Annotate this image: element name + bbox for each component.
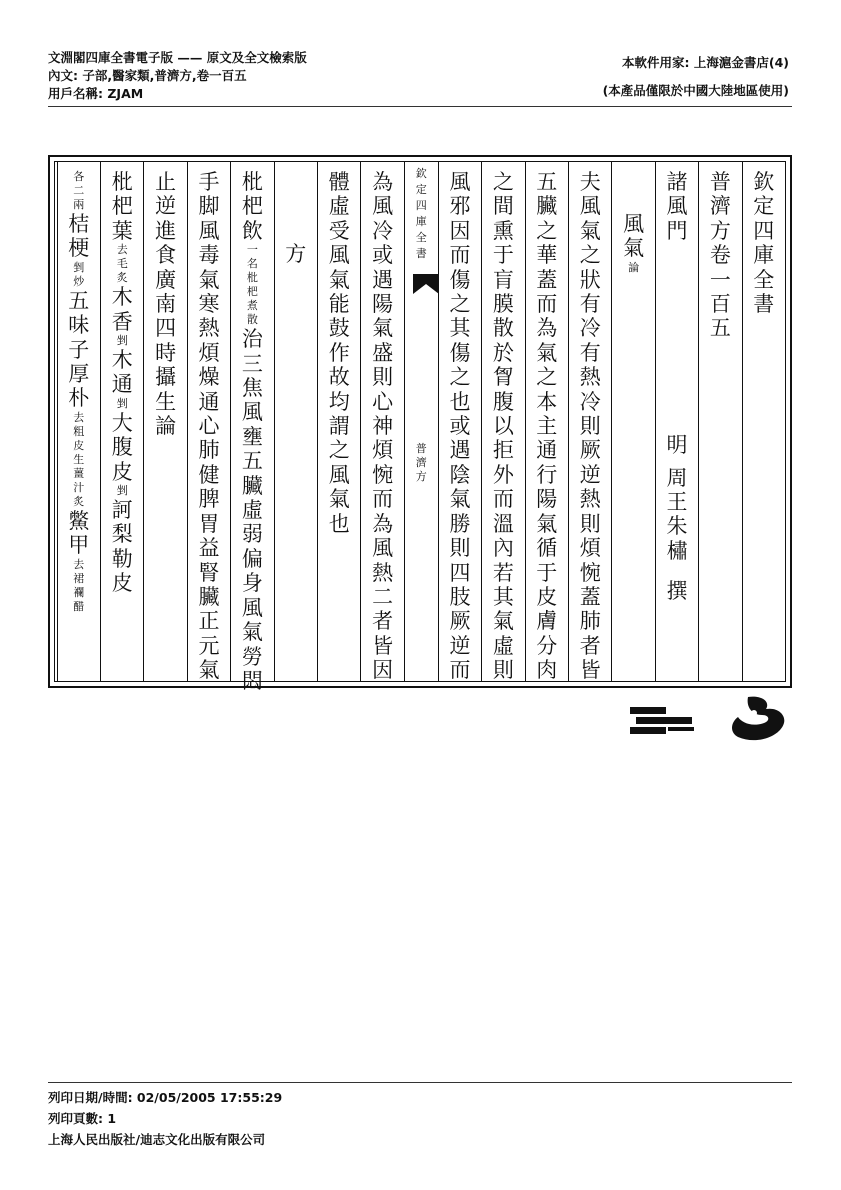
vertical-text: 治 三 焦 風 壅 五 臟 虛 弱 偏 身 風 氣 勞 悶 xyxy=(241,327,263,693)
vertical-text: 欽 定 四 庫 全 書 xyxy=(415,167,427,260)
vertical-text: 止 逆 進 食 廣 南 四 時 攝 生 論 xyxy=(155,170,177,439)
column-text xyxy=(58,170,100,614)
vertical-text: 去 毛 炙 xyxy=(116,243,128,285)
text-column xyxy=(742,162,785,681)
vertical-text: 諸 風 門 xyxy=(666,170,688,243)
vertical-text: 風 邪 因 而 傷 之 其 傷 之 也 或 遇 陰 氣 勝 則 四 肢 厥 逆 而 xyxy=(449,170,471,683)
vertical-text: 各 二 兩 xyxy=(73,170,85,211)
vertical-text: 去 裙 襴 醋 xyxy=(73,557,85,613)
text-column xyxy=(274,162,317,681)
column-text xyxy=(699,170,741,341)
text-column xyxy=(317,162,360,681)
publisher-logo-icon xyxy=(628,693,698,743)
vertical-text: 木 通 xyxy=(111,348,133,397)
vertical-text: 訶 梨 勒 皮 xyxy=(111,498,133,596)
vertical-text: 五 味 子 xyxy=(68,288,90,362)
vertical-text: 風 氣 xyxy=(623,212,645,261)
text-column xyxy=(438,162,481,681)
vertical-text: 普 濟 方 xyxy=(415,442,427,483)
column-text xyxy=(612,212,654,275)
header-title: 文淵閣四庫全書電子版 —— 原文及全文檢索版 xyxy=(48,50,307,65)
vertical-text: 剉 xyxy=(116,484,128,498)
header-right xyxy=(603,49,789,105)
text-column xyxy=(143,162,186,681)
header-region-note: (本產品僅限於中國大陸地區使用) xyxy=(602,83,789,98)
text-column xyxy=(698,162,741,681)
text-column xyxy=(360,162,403,681)
vertical-text: 論 xyxy=(628,260,640,274)
vertical-text: 木 香 xyxy=(111,285,133,334)
vertical-text: 厚 朴 xyxy=(68,362,90,411)
vertical-text: 欽 定 四 庫 全 書 xyxy=(753,170,775,317)
vertical-text: 普 濟 方 卷 一 百 五 xyxy=(709,170,731,341)
vertical-text: 剉 炒 xyxy=(73,260,85,288)
column-text xyxy=(188,170,230,683)
vertical-text: 夫 風 氣 之 狀 有 冷 有 熱 冷 則 厥 逆 熱 則 煩 惋 蓋 肺 者 皆 xyxy=(579,170,601,683)
publisher-seal-icon xyxy=(726,693,796,753)
vertical-text: 枇 杷 葉 xyxy=(111,170,133,243)
vertical-text: 去 粗 皮 生 薑 汁 炙 xyxy=(73,410,85,508)
header-left xyxy=(48,49,307,103)
column-text xyxy=(318,170,360,536)
column-text xyxy=(526,170,568,683)
vertical-text: 撰 xyxy=(666,579,688,604)
text-column xyxy=(655,162,698,681)
column-text xyxy=(743,170,785,316)
text-column xyxy=(525,162,568,681)
column-text xyxy=(656,170,698,604)
book-page-frame xyxy=(48,155,792,693)
vertical-text: 鱉 甲 xyxy=(68,508,90,558)
book-page-inner xyxy=(54,161,786,693)
vertical-text: 剉 xyxy=(116,334,128,348)
column-text xyxy=(569,170,611,683)
text-column xyxy=(481,162,524,681)
column-text xyxy=(361,170,403,683)
print-datetime: 列印日期/時間: 02/05/2005 17:55:29 xyxy=(48,1090,283,1105)
column-text xyxy=(101,170,143,596)
vertical-text: 枇 杷 飲 xyxy=(241,170,263,243)
vertical-text: 周 王 朱 橚 xyxy=(666,465,688,563)
column-text xyxy=(405,166,438,484)
vertical-text: 明 xyxy=(666,433,688,458)
vertical-text: 剉 xyxy=(116,396,128,410)
column-text xyxy=(275,242,317,266)
vertical-text: 方 xyxy=(285,242,307,266)
publisher-line: 上海人民出版社/迪志文化出版有限公司 xyxy=(48,1132,266,1147)
header-user: 用戶名稱: ZJAM xyxy=(48,86,144,101)
footer xyxy=(48,1087,282,1150)
print-page-count: 列印頁數: 1 xyxy=(48,1111,117,1126)
text-column xyxy=(230,162,273,693)
column-text xyxy=(144,170,186,438)
column-text xyxy=(482,170,524,683)
text-column xyxy=(404,162,438,681)
text-column xyxy=(57,162,100,681)
vertical-text: 桔 梗 xyxy=(68,212,90,261)
header-rule xyxy=(48,106,792,107)
text-column xyxy=(611,162,654,681)
footer-rule xyxy=(48,1082,792,1083)
header-content-path: 內文: 子部,醫家類,普濟方,卷一百五 xyxy=(48,68,247,83)
column-text xyxy=(439,170,481,683)
vertical-text: 手 脚 風 毒 氣 寒 熱 煩 燥 通 心 肺 健 脾 胃 益 腎 臟 正 元 氣 xyxy=(198,170,220,683)
text-column xyxy=(187,162,230,681)
vertical-text: 大 腹 皮 xyxy=(111,410,133,484)
vertical-text: 體 虛 受 風 氣 能 鼓 作 故 均 謂 之 風 氣 也 xyxy=(328,170,350,536)
header-licensee: 本軟件用家: 上海滬金書店(4) xyxy=(622,55,789,70)
column-text xyxy=(231,170,273,693)
vertical-text: 五 臟 之 華 蓋 而 為 氣 之 本 主 通 行 陽 氣 循 于 皮 膚 分 肉 xyxy=(536,170,558,683)
vertical-text: 一 名 枇 杷 煮 散 xyxy=(246,243,258,327)
vertical-text: 為 風 冷 或 遇 陽 氣 盛 則 心 神 煩 惋 而 為 風 熱 二 者 皆 因 xyxy=(372,170,394,683)
vertical-text: 之 間 熏 于 肓 膜 散 於 胷 腹 以 拒 外 而 溫 內 若 其 氣 虛 則 xyxy=(492,170,514,683)
text-column xyxy=(568,162,611,681)
text-column xyxy=(100,162,143,681)
